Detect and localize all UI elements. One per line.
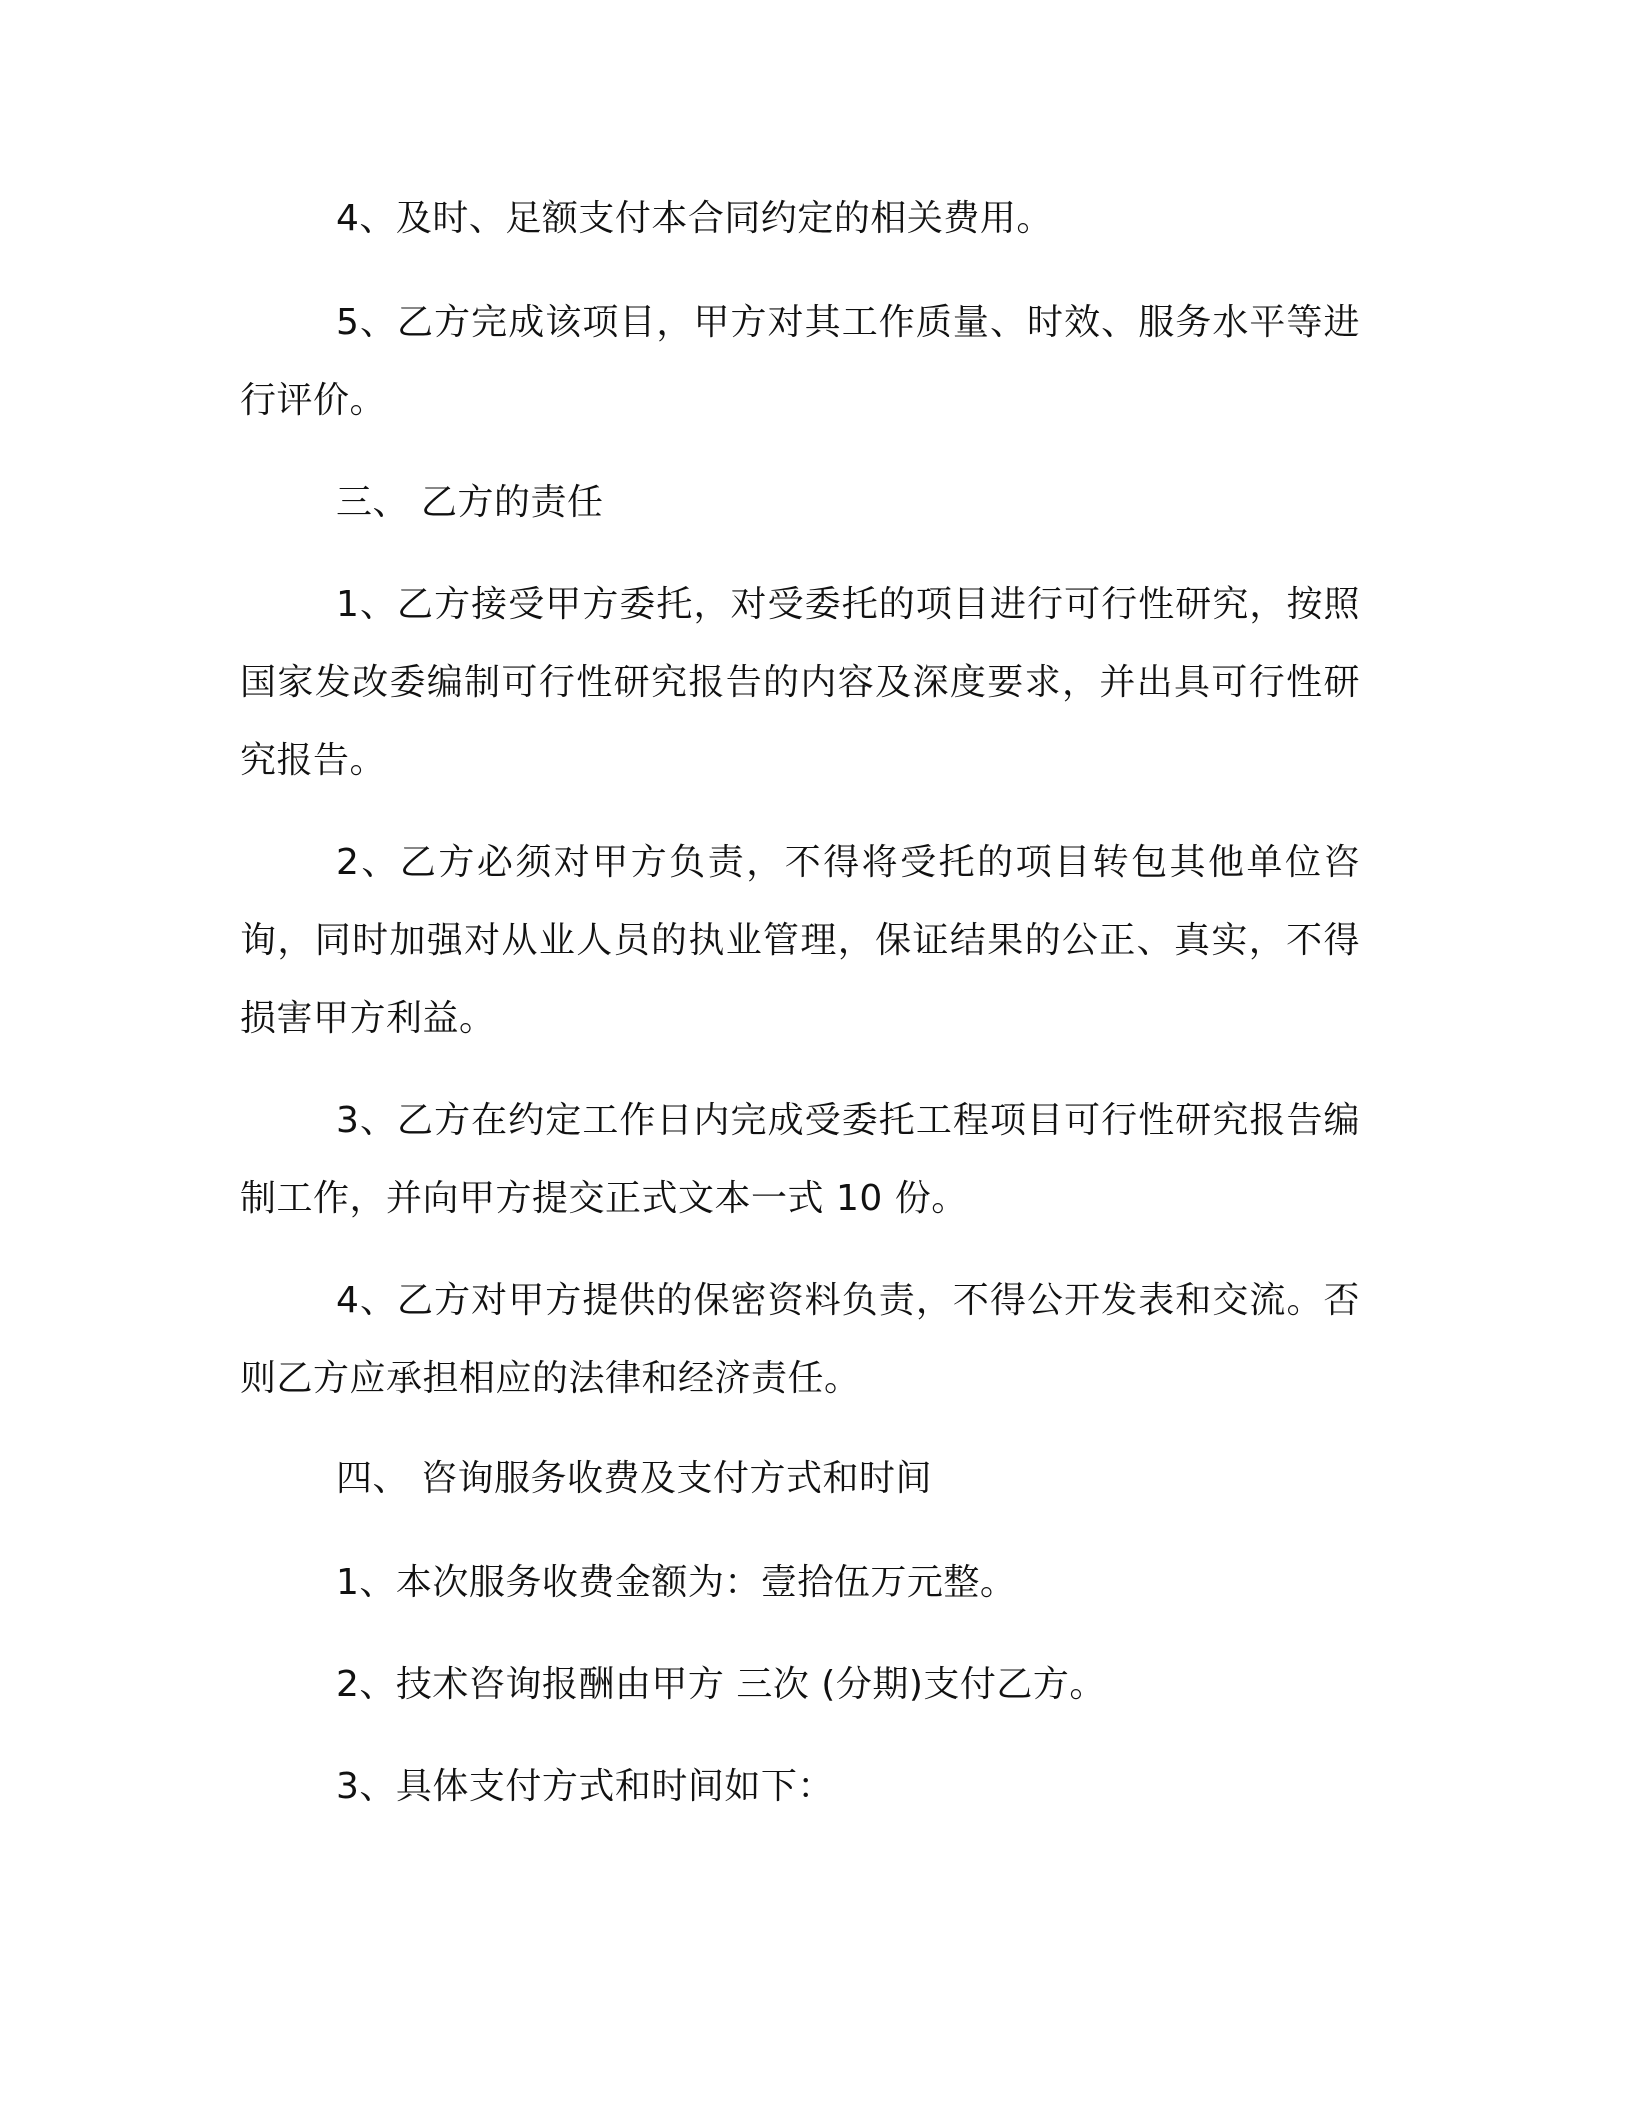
- section-heading-3: 三、 乙方的责任: [336, 482, 604, 523]
- paragraph-obligation-5: 5、乙方完成该项目，甲方对其工作质量、时效、服务水平等进行评价。: [240, 302, 1360, 421]
- paragraph-fee-1: 1、本次服务收费金额为：壹拾伍万元整。: [336, 1562, 1017, 1603]
- section-heading-4: 四、 咨询服务收费及支付方式和时间: [336, 1458, 932, 1499]
- paragraph-duty-4: 4、乙方对甲方提供的保密资料负责，不得公开发表和交流。否则乙方应承担相应的法律和经济责任。: [240, 1280, 1360, 1399]
- paragraph-duty-1: 1、乙方接受甲方委托，对受委托的项目进行可行性研究，按照国家发改委编制可行性研究报告的内容及深度要求，并出具可行性研究报告。: [240, 584, 1360, 781]
- paragraph-fee-2: 2、技术咨询报酬由甲方 三次 (分期)支付乙方。: [336, 1664, 1106, 1705]
- paragraph-duty-3: 3、乙方在约定工作日内完成受委托工程项目可行性研究报告编制工作，并向甲方提交正式文本一式 10 份。: [240, 1100, 1360, 1219]
- paragraph-obligation-4: 4、及时、足额支付本合同约定的相关费用。: [336, 198, 1053, 239]
- paragraph-duty-2: 2、乙方必须对甲方负责，不得将受托的项目转包其他单位咨询，同时加强对从业人员的执业管理，保证结果的公正、真实，不得损害甲方利益。: [240, 842, 1360, 1039]
- paragraph-fee-3: 3、具体支付方式和时间如下：: [336, 1766, 834, 1807]
